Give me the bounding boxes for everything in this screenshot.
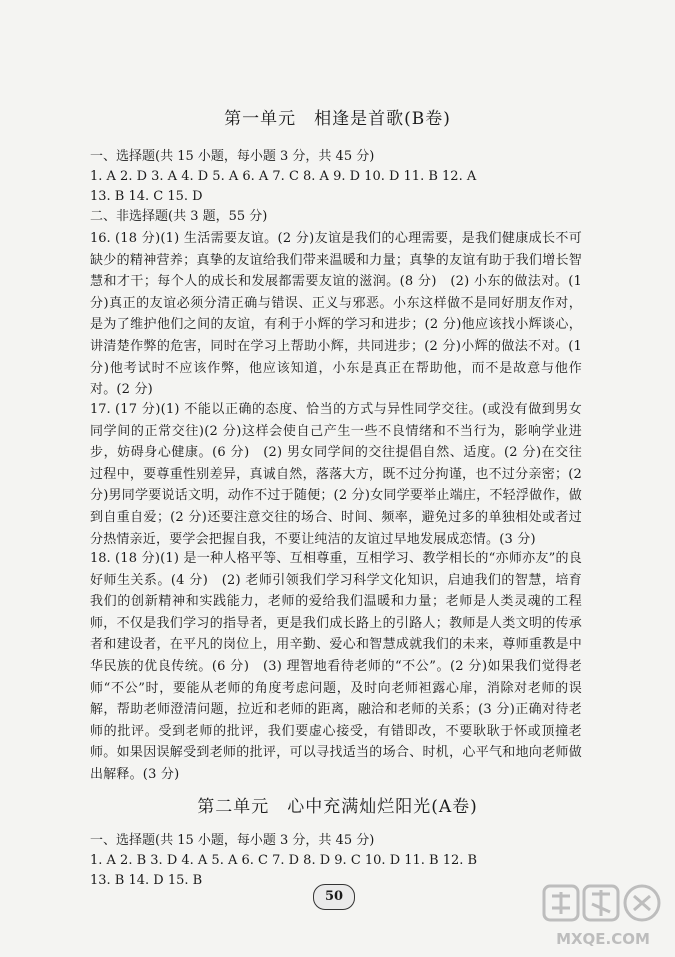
unit2-answers-line1: 1. A 2. B 3. D 4. A 5. A 6. C 7. D 8. D 9. C 10. D 11. B 12. B bbox=[90, 853, 478, 868]
q18-answer: (18 分)(1) 是一种人格平等、互相尊重，互相学习、教学相长的“亦师亦友”的良好师生关系。(4 分) (2) 老师引领我们学习科学文化知识，启迪我们的智慧，培育我们的创新精神和实践能力，老师的爱给我们温暖和力量；老师是人类灵魂的工程师，不仅是我们学习的指导者，更是我们成长路上的引路人；教师是人类文明的传承者和建设者，在平凡的岗位上，用辛勤、爱心和智慧成就我们的未来，尊师重教是中华民族的优良传统。(6 分) (3) 理智地看待老师的“不公”。(2 分)如果我们觉得老师“不公”时，要能从老师的角度考虑问题，及时向老师袒露心扉，消除对老师的误解，帮助老师澄清问题，拉近和老师的距离，融洽和老师的关系；(3 分)正确对待老师的批评。受到老师的批评，我们要虚心接受，有错即改，不要耿耿于怀或顶撞老师。如果因误解受到老师的批评，可以寻找适当的场合、时机，心平气和地向老师做出解释。(3 分) bbox=[90, 551, 582, 782]
unit1-section1-header: 一、选择题(共 15 小题，每小题 3 分，共 45 分) bbox=[90, 149, 375, 164]
q18-number: 18. bbox=[90, 551, 111, 566]
unit1-answers-line2: 13. B 14. C 15. D bbox=[90, 189, 203, 204]
unit2-section1-header: 一、选择题(共 15 小题，每小题 3 分，共 45 分) bbox=[90, 833, 375, 848]
q17-number: 17. bbox=[90, 402, 111, 417]
q16-answer: (18 分)(1) 生活需要友谊。(2 分)友谊是我们的心理需要，是我们健康成长不可缺少的精神营养；真挚的友谊给我们带来温暖和力量；真挚的友谊有助于我们增长智慧和才干；每个人的成长和发展都需要友谊的滋润。(8 分) (2) 小东的做法对。(1 分)真正的友谊必须分清正确与错误、正义与邪恶。小东这样做不是同好朋友作对，是为了维护他们之间的友谊，有利于小辉的学习和进步；(2 分)他应该找小辉谈心，讲清楚作弊的危害，同时在学习上帮助小辉，共同进步；(2 分)小辉的做法不对。(1 分)他考试时不应该作弊，他应该知道，小东是真正在帮助他，而不是故意与他作对。(2 分) bbox=[90, 231, 582, 398]
unit2-title: 第二单元 心中充满灿烂阳光(A卷) bbox=[197, 797, 478, 817]
q16-number: 16. bbox=[90, 231, 111, 246]
page-number: 50 bbox=[313, 884, 355, 910]
watermark-logo bbox=[538, 880, 668, 952]
q17-answer: (17 分)(1) 不能以正确的态度、恰当的方式与异性同学交往。(或没有做到男女同学间的正常交往)(2 分)这样会使自己产生一些不良情绪和不当行为，影响学业进步，妨碍身心健康。(6 分) (2) 男女同学间的交往提倡自然、适度。(2 分)在交往过程中，要尊重性别差异，真诚自然，落落大方，既不过分拘谨，也不过分亲密；(2 分)男同学要说话文明，动作不过于随便；(2 分)女同学要举止端庄，不轻浮做作，做到自重自爱；(2 分)还要注意交往的场合、时间、频率，避免过多的单独相处或者过分热情亲近，要学会把握自我，不要让纯洁的友谊过早地发展成恋情。(3 分) bbox=[90, 402, 582, 547]
watermark-text: MXQE.COM bbox=[556, 930, 650, 948]
unit1-answers-line1: 1. A 2. D 3. A 4. D 5. A 6. A 7. C 8. A 9. D 10. D 11. B 12. A bbox=[90, 169, 477, 184]
unit1-section2-header: 二、非选择题(共 3 题，55 分) bbox=[90, 209, 268, 224]
unit2-answers-line2: 13. B 14. D 15. B bbox=[90, 873, 203, 888]
unit1-title: 第一单元 相逢是首歌(B卷) bbox=[224, 109, 451, 129]
